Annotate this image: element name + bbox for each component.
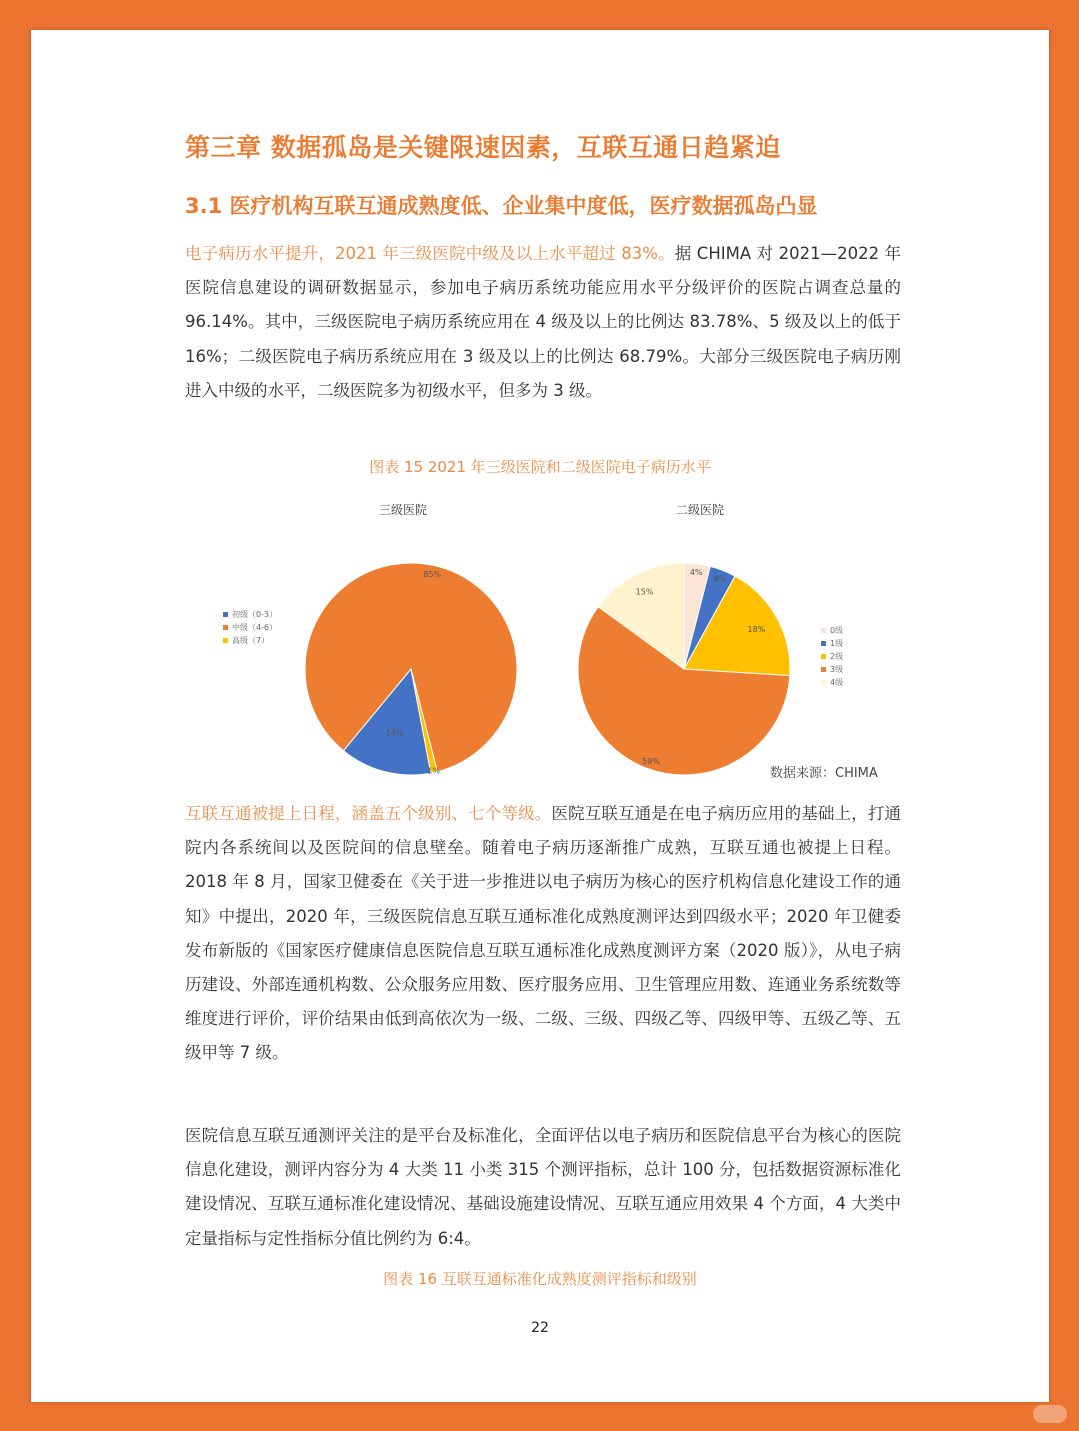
paragraph-3: 医院信息互联互通测评关注的是平台及标准化，全面评估以电子病历和医院信息平台为核心的医院信息化建设，测评内容分为 4 大类 11 小类 315 个测评指标，总计 100 分，包括数据资源标准化建设情况、互联互通标准化建设情况、基础设施建设情况、互联互通应用效果 4 个方面，4 大类中定量指标与定性指标分值比例约为 6:4。 [185,1126,901,1248]
legend-label-0-0: 初级（0-3） [232,610,278,619]
legend-swatch-1-4 [821,680,826,685]
legend-label-1-0: 0级 [830,626,844,635]
legend-swatch-1-3 [821,667,826,672]
paragraph-2-body: 医院互联互通是在电子病历应用的基础上，打通院内各系统间以及医院间的信息壁垒。随着电子病历逐渐推广成熟，互联互通也被提上日程。2018 年 8 月，国家卫健委在《关于进一步推进以电子病历为核心的医疗机构信息化建设工作的通知》中提出，2020 年，三级医院信息互联互通标准化成熟度测评达到四级水平；2020 年卫健委发布新版的《国家医疗健康信息医院信息互联互通标准化成熟度测评方案（2020 版）》，从电子病历建设、外部连通机构数、公众服务应用数、医疗服务应用、卫生管理应用数、连通业务系统数等维度进行评价，评价结果由低到高依次为一级、二级、三级、四级乙等、四级甲等、五级乙等、五级甲等 7 级。 [185,804,902,1063]
legend-label-0-1: 中级（4-6） [232,623,278,632]
paragraph-1-highlight: 电子病历水平提升，2021 年三级医院中级及以上水平超过 83%。 [185,244,675,263]
pie-title-0: 三级医院 [378,503,428,517]
legend-label-1-1: 1级 [830,639,844,648]
pie-data-label-1-2: 18% [747,625,766,635]
legend-label-1-3: 3级 [830,665,844,674]
legend-swatch-1-2 [821,654,826,659]
legend-label-1-2: 2级 [830,652,844,661]
pie-data-label-0-1: 85% [423,569,442,579]
legend-swatch-0-2 [223,638,228,643]
page-number: 22 [531,1320,549,1336]
chapter-title: 第三章 数据孤岛是关键限速因素，互联互通日趋紧迫 [185,133,781,162]
pie-data-label-0-2: 1% [427,766,441,776]
legend-swatch-1-1 [821,641,826,646]
legend-swatch-1-0 [821,628,826,633]
paragraph-1 [185,237,901,408]
watermark-logo [1033,1405,1067,1423]
pie-title-1: 二级医院 [675,503,725,517]
paragraph-2-highlight: 互联互通被提上日程，涵盖五个级别、七个等级。 [185,804,552,823]
pie-chart-secondary [578,503,843,775]
pie-data-label-1-3: 59% [642,756,660,766]
paragraph-1-body: 据 CHIMA 对 2021—2022 年医院信息建设的调研数据显示，参加电子病历系统功能应用水平分级评价的医院占调查总量的 96.14%。其中，三级医院电子病历系统应用在 4 级及以上的比例达 83.78%、5 级及以上的低于 16%；二级医院电子病历系统应用在 3 级及以上的比例达 68.79%。大部分三级医院电子病历刚进入中级的水平，二级医院多为初级水平，但多为 3 级。 [185,244,902,400]
document-page [31,30,1049,1402]
legend-swatch-0-1 [223,625,228,630]
section-title: 3.1 医疗机构互联互通成熟度低、企业集中度低，医疗数据孤岛凸显 [185,194,818,218]
pie-data-label-1-4: 15% [635,587,654,597]
legend-label-1-4: 4级 [830,678,844,687]
pie-data-label-0-0: 14% [385,728,404,738]
legend-label-0-2: 高级（7） [232,636,270,645]
legend-swatch-0-0 [223,612,228,617]
pie-data-label-1-0: 4% [689,568,703,578]
pie-chart-tertiary [223,503,517,775]
pie-data-label-1-1: 4% [713,574,727,584]
figure-16-caption: 图表 16 互联互通标准化成熟度测评指标和级别 [383,1270,697,1288]
paragraph-2 [185,797,901,1071]
data-source: 数据来源：CHIMA [770,766,878,781]
figure-15-caption: 图表 15 2021 年三级医院和二级医院电子病历水平 [369,458,711,476]
